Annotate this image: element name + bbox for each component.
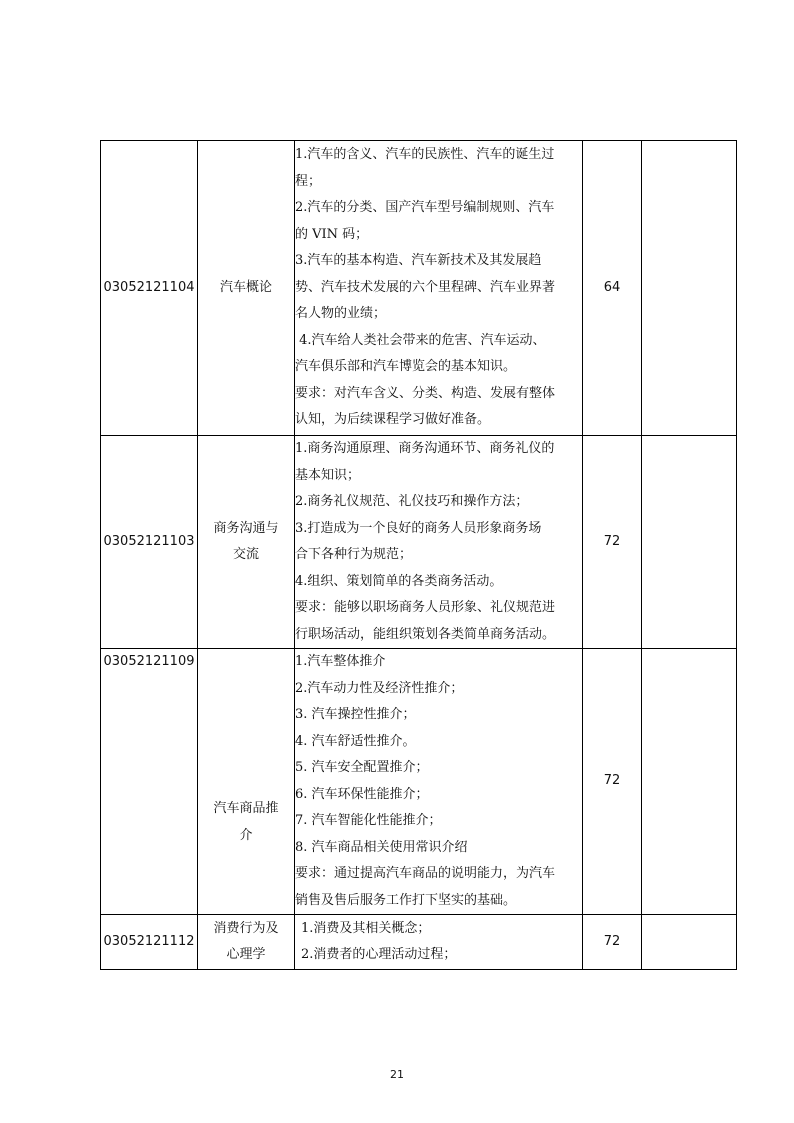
content-line: 程； <box>295 173 322 189</box>
content-line: 要求：能够以职场商务人员形象、礼仪规范进 <box>295 600 556 615</box>
content-line: 要求：通过提高汽车商品的说明能力，为汽车 <box>295 866 556 881</box>
course-note <box>642 436 737 649</box>
course-name-line: 心理学 <box>226 947 266 962</box>
course-code: 03052121109 <box>101 649 198 915</box>
course-name <box>198 649 295 915</box>
course-content <box>295 141 583 436</box>
course-name <box>198 436 295 649</box>
course-name <box>198 141 295 436</box>
content-line: 2.消费者的心理活动过程； <box>301 947 457 962</box>
course-hours: 72 <box>583 915 642 970</box>
content-line: 销售及售后服务工作打下坚实的基础。 <box>295 892 517 908</box>
course-note <box>642 915 737 970</box>
content-line: 合下各种行为规范； <box>295 547 413 562</box>
content-line: 8. 汽车商品相关使用常识介绍 <box>295 839 468 855</box>
course-hours: 64 <box>583 141 642 436</box>
content-line: 6. 汽车环保性能推介； <box>295 786 429 802</box>
course-content <box>295 649 583 915</box>
content-line: 要求：对汽车含义、分类、构造、发展有整体 <box>295 385 556 401</box>
content-line: 名人物的业绩； <box>295 306 387 322</box>
content-line: 基本知识； <box>295 467 361 483</box>
course-name <box>198 915 295 970</box>
content-line: 2.汽车动力性及经济性推介； <box>295 680 464 696</box>
content-line: 1.汽车整体推介 <box>295 654 386 669</box>
course-name-line: 交流 <box>232 547 259 562</box>
content-line: 汽车俱乐部和汽车博览会的基本知识。 <box>295 359 517 375</box>
content-line: 势、汽车技术发展的六个里程碑、汽车业界著 <box>295 279 556 295</box>
table-row <box>101 915 737 970</box>
course-name-line: 汽车概论 <box>219 279 272 295</box>
content-line: 3. 汽车操控性推介； <box>295 707 416 722</box>
content-line: 的 VIN 码； <box>295 226 369 242</box>
content-line: 7. 汽车智能化性能推介； <box>295 813 442 828</box>
table-row <box>101 436 737 649</box>
course-name-line: 汽车商品推 <box>213 801 279 816</box>
course-note <box>642 649 737 915</box>
content-line: 5. 汽车安全配置推介； <box>295 760 429 775</box>
course-hours: 72 <box>583 649 642 915</box>
content-line: 4.汽车给人类社会带来的危害、汽车运动、 <box>295 332 546 348</box>
page-number: 21 <box>390 1068 404 1081</box>
course-content <box>295 915 583 970</box>
content-line: 认知，为后续课程学习做好准备。 <box>295 412 491 428</box>
course-name-line: 介 <box>239 827 253 843</box>
content-line: 3.汽车的基本构造、汽车新技术及其发展趋 <box>295 253 542 269</box>
course-code: 03052121112 <box>101 915 198 970</box>
table-row <box>101 141 737 436</box>
content-line: 2.商务礼仪规范、礼仪技巧和操作方法； <box>295 494 529 509</box>
content-line: 4.组织、策划简单的各类商务活动。 <box>295 573 503 589</box>
course-code: 03052121103 <box>101 436 198 649</box>
course-table <box>100 140 737 970</box>
course-note <box>642 141 737 436</box>
course-content <box>295 436 583 649</box>
table-row <box>101 649 737 915</box>
course-name-line: 消费行为及 <box>213 920 279 936</box>
content-line: 行职场活动，能组织策划各类简单商务活动。 <box>295 626 556 642</box>
course-code: 03052121104 <box>101 141 198 436</box>
content-line: 1.消费及其相关概念； <box>301 920 431 936</box>
course-hours: 72 <box>583 436 642 649</box>
content-line: 2.汽车的分类、国产汽车型号编制规则、汽车 <box>295 200 555 216</box>
content-line: 1.商务沟通原理、商务沟通环节、商务礼仪的 <box>295 441 555 456</box>
content-line: 1.汽车的含义、汽车的民族性、汽车的诞生过 <box>295 147 555 163</box>
content-line: 3.打造成为一个良好的商务人员形象商务场 <box>295 520 542 536</box>
course-name-line: 商务沟通与 <box>213 520 279 536</box>
content-line: 4. 汽车舒适性推介。 <box>295 733 416 749</box>
